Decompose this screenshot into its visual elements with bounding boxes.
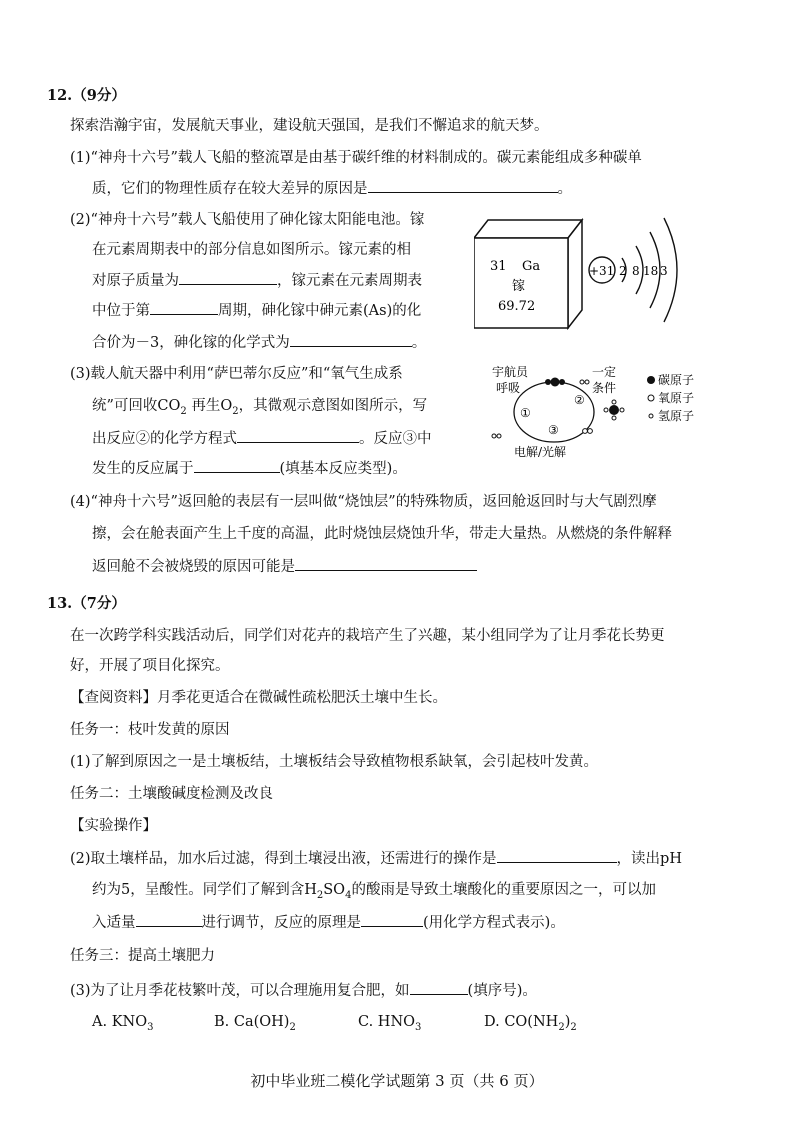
q12-p2-text-a: 对原子质量为 <box>92 273 179 289</box>
q13-p2-line2: 约为5，呈酸性。同学们了解到含$H_2SO_4$的酸雨是导致土壤酸化的重要原因之一，可以加 <box>92 882 656 901</box>
cycle-step-1: ① <box>520 406 531 420</box>
q13-p2-text-g: 进行调节，反应的原理是 <box>201 915 361 931</box>
q13-experiment: 【实验操作】 <box>70 818 157 834</box>
q13-p3-text-a: (3)为了让月季花枝繁叶茂，可以合理施用复合肥，如 <box>70 983 410 999</box>
q12-p3-text-d: 出反应②的化学方程式 <box>92 431 237 447</box>
option-d-text: D. CO(NH <box>484 1014 559 1030</box>
option-a-text: A. KNO <box>92 1014 148 1030</box>
q12-p3-line2: 统”可回收$CO_2$ 再生$O_2$，其微观示意图如图所示，写 <box>92 398 428 417</box>
q13-task1: 任务一：枝叶发黄的原因 <box>70 722 230 738</box>
gallium-atom-structure <box>586 208 696 338</box>
page-footer: 初中毕业班二模化学试题第 3 页（共 6 页） <box>250 1072 544 1090</box>
q12-p3-text-g: (填基本反应类型)。 <box>279 461 407 477</box>
q12-p2-line4 <box>92 300 421 321</box>
q12-p3-text-a: 统”可回收CO <box>92 398 181 414</box>
q12-p3-text-c: ，其微观示意图如图所示，写 <box>238 398 428 414</box>
q12-p2-end: 。 <box>411 335 427 351</box>
cycle-breath: 呼吸 <box>496 381 521 395</box>
q13-reference: 【查阅资料】月季花更适合在微碱性疏松肥沃土壤中生长。 <box>70 690 447 706</box>
q13-p2-text-c: 约为5，呈酸性。同学们了解到含H <box>92 882 317 898</box>
q13-option-c: C. $HNO_3$ <box>358 1014 422 1033</box>
q13-option-d: D. $CO(NH_2)_2$ <box>484 1014 577 1033</box>
cycle-astronaut: 宇航员 <box>492 365 529 379</box>
q12-p2-line2: 在元素周期表中的部分信息如图所示。镓元素的相 <box>92 242 411 258</box>
q13-number: 13.（7分） <box>47 595 126 612</box>
atomic-mass: 69.72 <box>498 299 536 314</box>
q12-p3-line4 <box>92 458 407 479</box>
answer-blank[interactable] <box>237 428 359 443</box>
nucleus-charge: +31 <box>589 264 615 278</box>
q12-p4-line2: 擦，会在舱表面产生上千度的高温，此时烧蚀层烧蚀升华，带走大量热。从燃烧的条件解释 <box>92 526 672 542</box>
q13-p2-line1 <box>70 848 682 869</box>
q12-p2-text-d: 周期，砷化镓中砷元素(As)的化 <box>218 303 422 319</box>
cycle-condition-2: 条件 <box>592 381 617 395</box>
q12-p2-line5 <box>92 332 426 353</box>
q13-intro-line1: 在一次跨学科实践活动后，同学们对花卉的栽培产生了兴趣，某小组同学为了让月季花长势更 <box>70 628 665 644</box>
cycle-step-3: ③ <box>548 423 559 437</box>
answer-blank[interactable] <box>295 556 477 571</box>
q13-p3 <box>70 980 537 1001</box>
q13-p2-text-h: (用化学方程式表示)。 <box>423 915 565 931</box>
q13-option-a: A. $KNO_3$ <box>92 1014 154 1033</box>
answer-blank[interactable] <box>136 912 202 927</box>
gallium-element-card <box>474 218 584 330</box>
q13-p2-text-a: (2)取土壤样品，加水后过滤，得到土壤浸出液，还需进行的操作是 <box>70 851 497 867</box>
shell-1: 2 <box>619 264 627 278</box>
q13-p2-text-d: SO <box>323 882 346 898</box>
q12-p2-text-b: ，镓元素在元素周期表 <box>277 273 422 289</box>
q12-p1-line2 <box>92 178 572 199</box>
q12-p3-text-b: 再生O <box>191 398 233 414</box>
shell-4: 3 <box>660 264 668 278</box>
answer-blank[interactable] <box>194 458 280 473</box>
q12-p3-text-f: 发生的反应属于 <box>92 461 194 477</box>
cycle-electrolysis: 电解/光解 <box>514 445 567 459</box>
q12-p2-text-e: 合价为－3，砷化镓的化学式为 <box>92 335 290 351</box>
element-name: 镓 <box>512 279 526 294</box>
q12-p4-text: 返回舱不会被烧毁的原因可能是 <box>92 559 295 575</box>
q12-p1-text: 质，它们的物理性质存在较大差异的原因是 <box>92 181 368 197</box>
atomic-number: 31 <box>490 259 507 274</box>
q13-intro-line2: 好，开展了项目化探究。 <box>70 658 230 674</box>
answer-blank[interactable] <box>150 300 218 315</box>
cycle-condition-1: 一定 <box>592 365 617 379</box>
answer-blank[interactable] <box>368 178 558 193</box>
legend-carbon: 碳原子 <box>658 373 695 387</box>
reaction-cycle-diagram <box>486 362 716 467</box>
element-symbol: Ga <box>522 259 541 274</box>
q12-p2-line1: (2)“神舟十六号”载人飞船使用了砷化镓太阳能电池。镓 <box>70 212 425 228</box>
q13-option-b: B. $Ca(OH)_2$ <box>214 1014 296 1033</box>
q13-p2-text-e: 的酸雨是导致土壤酸化的重要原因之一，可以加 <box>351 882 656 898</box>
answer-blank[interactable] <box>497 848 617 863</box>
legend-oxygen: 氧原子 <box>658 391 695 405</box>
q13-p2-text-f: 入适量 <box>92 915 136 931</box>
cycle-step-2: ② <box>574 393 585 407</box>
q12-p4-line1: (4)“神舟十六号”返回舱的表层有一层叫做“烧蚀层”的特殊物质，返回舱返回时与大气剧烈摩 <box>70 494 657 510</box>
shell-2: 8 <box>632 264 640 278</box>
q12-intro: 探索浩瀚宇宙，发展航天事业，建设航天强国，是我们不懈追求的航天梦。 <box>70 118 549 134</box>
q13-task2: 任务二：土壤酸碱度检测及改良 <box>70 786 273 802</box>
q12-p1-line1: (1)“神舟十六号”载人飞船的整流罩是由基于碳纤维的材料制成的。碳元素能组成多种碳单 <box>70 150 642 166</box>
q12-p2-line3 <box>92 270 422 291</box>
q13-p2-line3 <box>92 912 565 933</box>
q12-number: 12.（9分） <box>47 87 126 104</box>
q13-p2-text-b: ，读出pH <box>616 851 682 867</box>
q12-p2-text-c: 中位于第 <box>92 303 150 319</box>
answer-blank[interactable] <box>410 980 468 995</box>
q12-p3-line1: (3)载人航天器中利用“萨巴蒂尔反应”和“氧气生成系 <box>70 366 403 382</box>
q13-task3: 任务三：提高土壤肥力 <box>70 948 215 964</box>
q13-p3-text-b: (填序号)。 <box>467 983 537 999</box>
q12-p1-end: 。 <box>557 181 572 197</box>
option-c-text: C. HNO <box>358 1014 416 1030</box>
q12-p4-line3 <box>92 556 477 577</box>
legend-hydrogen: 氢原子 <box>658 409 695 423</box>
q12-p3-text-e: 。反应③中 <box>359 431 432 447</box>
shell-3: 18 <box>643 264 659 278</box>
answer-blank[interactable] <box>361 912 423 927</box>
q12-p3-line3 <box>92 428 432 449</box>
q13-p1: (1)了解到原因之一是土壤板结，土壤板结会导致植物根系缺氧，会引起枝叶发黄。 <box>70 754 599 770</box>
option-b-text: B. Ca(OH) <box>214 1014 290 1030</box>
answer-blank[interactable] <box>290 332 412 347</box>
answer-blank[interactable] <box>179 270 277 285</box>
